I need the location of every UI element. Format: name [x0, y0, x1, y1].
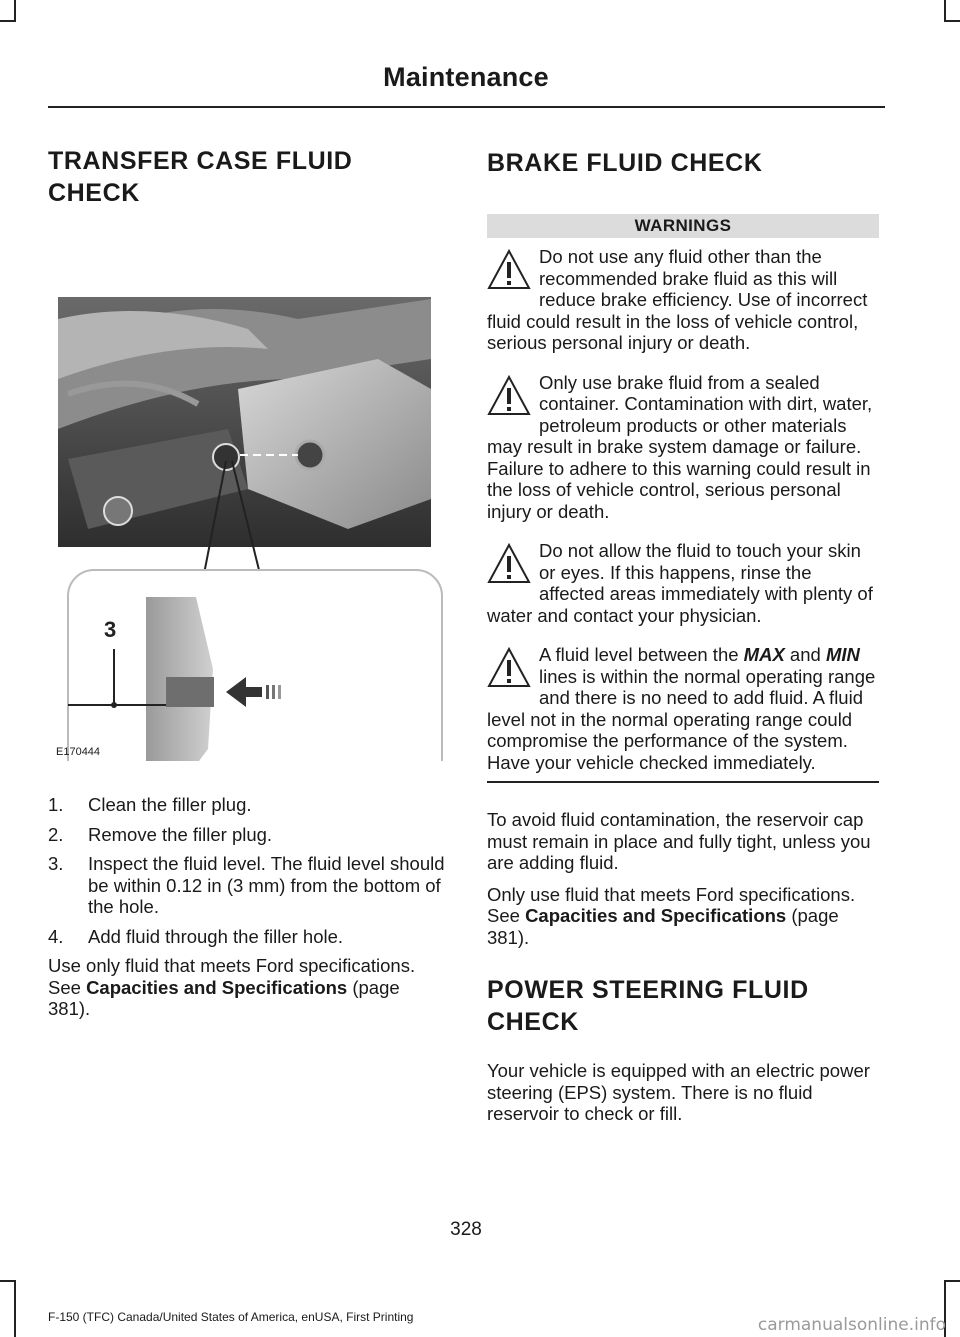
spec-page: (page 381).: [48, 976, 400, 1019]
step-number: 3.: [48, 853, 64, 874]
steps-list: [48, 794, 445, 947]
crop-mark: [14, 1280, 16, 1337]
step-number: 2.: [48, 823, 64, 845]
warning-block: [487, 540, 879, 626]
crop-mark: [944, 0, 946, 22]
page-number: 328: [450, 1219, 482, 1240]
header-rule: [48, 106, 885, 108]
brake-fluid-heading: BRAKE FLUID CHECK: [487, 149, 763, 177]
figure-code: E170444: [56, 745, 101, 758]
spec-page: (page 381).: [487, 905, 839, 948]
spec-paragraph: [487, 884, 879, 949]
step-text: Inspect the fluid level. The fluid level should be within 0.12 in (3 mm) from the bottom of the hole.: [88, 853, 445, 917]
spec-paragraph: [48, 955, 445, 1020]
max-label: MAX: [743, 644, 785, 665]
spec-text: Only use fluid that meets Ford specifications. See: [487, 883, 856, 926]
spec-link[interactable]: Capacities and Specifications: [525, 905, 787, 926]
warning-triangle-icon: [487, 374, 531, 418]
min-label: MIN: [825, 644, 860, 665]
warnings-banner: WARNINGS: [487, 214, 879, 238]
warnings-end-rule: [487, 781, 879, 783]
step-number: 1.: [48, 794, 64, 815]
crop-mark: [944, 1280, 960, 1282]
warning-text: lines is within the normal operating range and there is no need to add fluid. A fluid level not in the normal operating range could compromise the performance of the system. Have your vehicle checked immediately.: [487, 665, 876, 773]
list-item: [48, 853, 445, 918]
list-item: [48, 794, 445, 816]
warning-text: and: [784, 644, 826, 665]
warning-text: Only use brake fluid from a sealed container. Contamination with dirt, water, petroleum products or other materials may result in brake system damage or failure. Failure to adhere to this warning could result in the loss of vehicle control, serious personal injury or death.: [487, 371, 873, 522]
right-column: [487, 145, 879, 1135]
crop-mark: [944, 20, 960, 22]
power-steering-heading: [487, 974, 879, 1038]
left-column: [48, 145, 445, 1030]
crop-mark: [0, 1280, 16, 1282]
document-info: F-150 (TFC) Canada/United States of America, enUSA, First Printing: [48, 1310, 414, 1324]
crop-mark: [0, 20, 16, 22]
step-text: Add fluid through the filler hole.: [88, 925, 344, 947]
warning-text: Do not allow the fluid to touch your skin or eyes. If this happens, rinse the affected areas immediately with plenty of water and contact your physician.: [487, 540, 873, 626]
figure-callout-number: 3: [104, 617, 117, 642]
warning-text: Do not use any fluid other than the recommended brake fluid as this will reduce brake efficiency. Use of incorrect fluid could result in the loss of vehicle control, serious personal injury or death.: [487, 246, 868, 353]
section-title: Maintenance: [383, 62, 549, 92]
warning-triangle-icon: [487, 542, 531, 586]
eps-paragraph: Your vehicle is equipped with an electric power steering (EPS) system. There is no fluid reservoir to check or fill.: [487, 1060, 870, 1124]
transfer-case-heading: [48, 145, 445, 209]
step-text: Clean the filler plug.: [88, 794, 252, 815]
heading-line: POWER STEERING FLUID: [487, 976, 809, 1004]
watermark: carmanualsonline.info: [757, 1315, 946, 1335]
warning-block: [487, 372, 879, 523]
spec-text: Use only fluid that meets Ford specifications. See: [48, 955, 416, 998]
warning-block: [487, 246, 879, 354]
heading-line: CHECK: [487, 1008, 579, 1036]
step-text: Remove the filler plug.: [88, 823, 273, 845]
heading-line: CHECK: [48, 179, 140, 207]
warning-text: A fluid level between the: [539, 644, 744, 665]
warning-block: [487, 644, 879, 773]
heading-line: TRANSFER CASE FLUID: [48, 147, 353, 175]
warning-triangle-icon: [487, 248, 531, 292]
list-item: [48, 926, 445, 948]
step-number: 4.: [48, 925, 64, 947]
transfer-case-figure: [48, 229, 445, 761]
list-item: [48, 824, 445, 846]
spec-link[interactable]: Capacities and Specifications: [86, 976, 348, 998]
warning-triangle-icon: [487, 646, 531, 690]
transfer-case-illustration: [48, 229, 445, 761]
crop-mark: [14, 0, 16, 22]
reservoir-cap-paragraph: To avoid fluid contamination, the reservoir cap must remain in place and fully tight, unless you are adding fluid.: [487, 809, 871, 873]
